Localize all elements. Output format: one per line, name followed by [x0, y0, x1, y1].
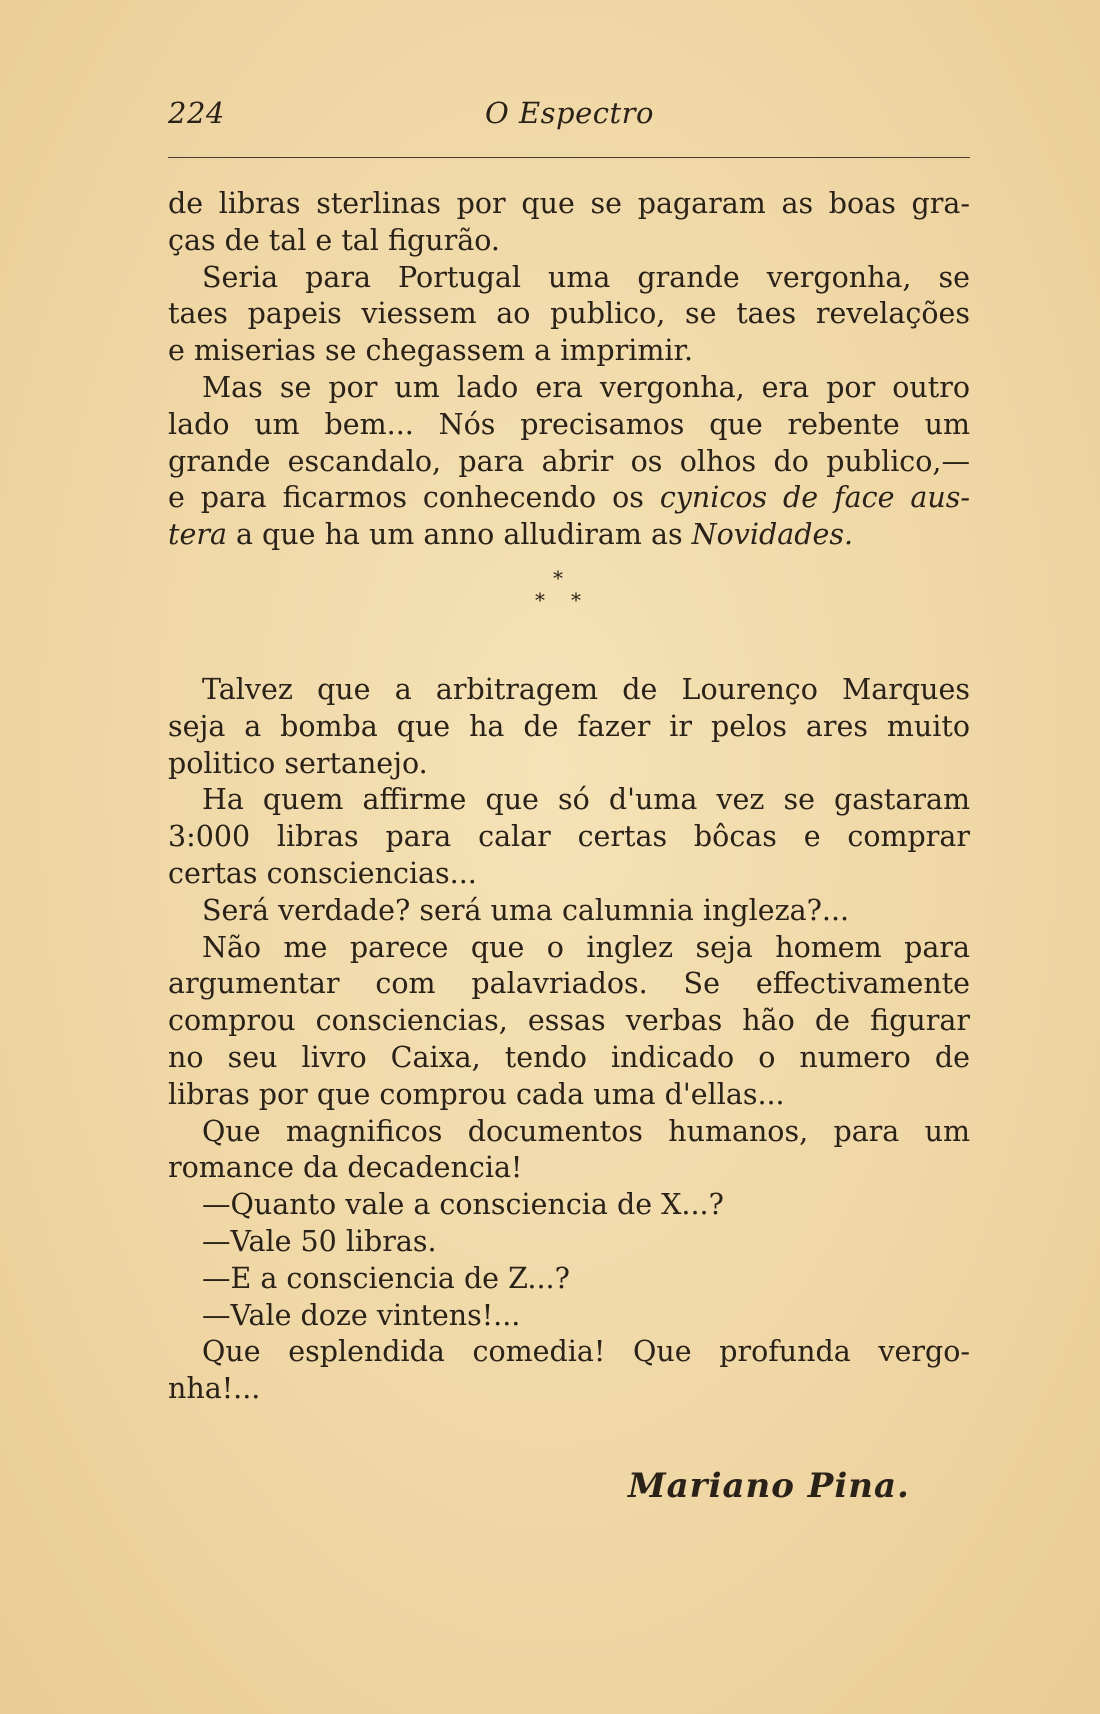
page-header [168, 96, 970, 142]
asterisk-mark: * [571, 587, 581, 612]
text-line: ças de tal e tal figurão. [168, 223, 500, 257]
italic-phrase: tera [168, 518, 227, 552]
asterism [535, 565, 595, 618]
asterisk-mark: * [535, 587, 545, 612]
text-line: Talvez que a arbitragem de Lourenço Marques [202, 672, 970, 706]
text-line: Não me parece que o inglez seja homem para [202, 930, 970, 964]
text-line: Que magnificos documentos humanos, para um [202, 1114, 970, 1148]
body-text [168, 186, 970, 1408]
text-line: politico sertanejo. [168, 746, 428, 780]
dialogue-line: —Vale 50 libras. [202, 1224, 437, 1258]
dialogue-line: —E a consciencia de Z...? [202, 1261, 570, 1295]
text-line: nha!... [168, 1372, 261, 1406]
text-segment: a que ha um anno alludiram as [226, 518, 692, 552]
italic-phrase: cynicos de face aus- [659, 481, 970, 515]
page-number: 224 [168, 96, 225, 130]
section-break [168, 554, 970, 672]
text-line: certas consciencias... [168, 856, 477, 890]
text-line: taes papeis viessem ao publico, se taes revelações [168, 297, 970, 331]
dialogue-line: —Vale doze vintens!... [202, 1298, 521, 1332]
text-line: comprou consciencias, essas verbas hão de figurar [168, 1004, 970, 1038]
running-title: O Espectro [485, 96, 654, 130]
text-line: Seria para Portugal uma grande vergonha, se [202, 260, 970, 294]
text-line: e miserias se chegassem a imprimir. [168, 334, 694, 368]
text-line [168, 480, 970, 517]
text-line: Ha quem affirme que só d'uma vez se gastaram [202, 783, 970, 817]
text-line: grande escandalo, para abrir os olhos do publico,— [168, 444, 970, 478]
italic-title: Novidades. [691, 518, 853, 552]
dialogue-line: —Quanto vale a consciencia de X...? [202, 1188, 724, 1222]
asterisk-mark: * [553, 565, 563, 590]
text-line: de libras sterlinas por que se pagaram as boas gra- [168, 187, 970, 220]
text-line [168, 517, 970, 554]
text-line: Mas se por um lado era vergonha, era por outro [202, 370, 970, 404]
text-line: no seu livro Caixa, tendo indicado o numero de [168, 1040, 970, 1074]
text-line: lado um bem... Nós precisamos que rebente um [168, 407, 970, 441]
text-line: romance da decadencia! [168, 1151, 523, 1185]
text-line: seja a bomba que ha de fazer ir pelos ares muito [168, 709, 970, 743]
text-line: argumentar com palavriados. Se effectivamente [168, 967, 970, 1001]
author-signature: Mariano Pina. [628, 1466, 910, 1506]
text-line: Que esplendida comedia! Que profunda vergo- [202, 1335, 970, 1369]
text-line: 3:000 libras para calar certas bôcas e comprar [168, 820, 970, 854]
text-segment: e para ficarmos conhecendo os [168, 481, 660, 515]
header-rule [168, 157, 970, 158]
text-line: Será verdade? será uma calumnia ingleza?... [202, 893, 850, 927]
text-line: libras por que comprou cada uma d'ellas... [168, 1077, 785, 1111]
